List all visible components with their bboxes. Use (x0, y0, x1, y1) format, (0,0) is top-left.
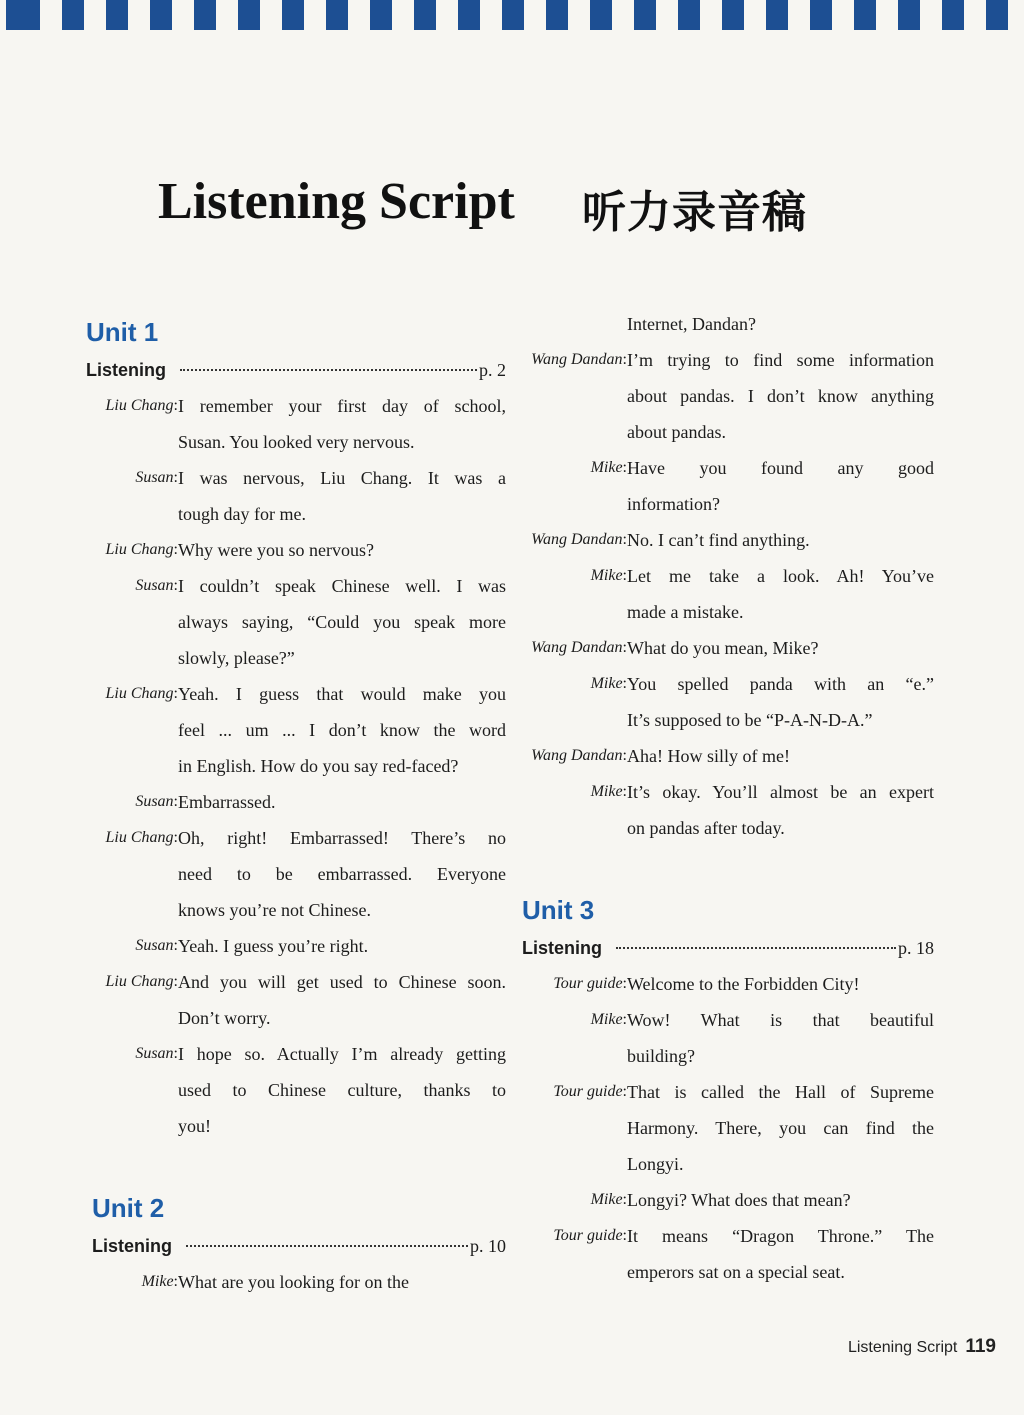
dialogue-text: knows you’re not Chinese. (178, 900, 371, 920)
dialogue-line (86, 784, 506, 820)
speaker-colon: : (173, 1045, 178, 1062)
speaker-cell (86, 712, 178, 748)
dialogue-line (522, 1146, 934, 1182)
speaker-name: Mike (590, 1011, 623, 1028)
speaker-colon: : (622, 1083, 627, 1100)
speaker-cell (522, 1218, 627, 1254)
unit1-dialogue (86, 388, 506, 1144)
dialogue-text: building? (627, 1046, 695, 1066)
dialogue-line (522, 630, 934, 666)
dialogue-text: I was nervous, Liu Chang. It was a (178, 468, 506, 488)
speaker-cell (522, 306, 627, 342)
unit2-listening-label: Listening (92, 1236, 172, 1256)
top-decorative-band (0, 0, 1024, 30)
speaker-colon: : (173, 937, 178, 954)
speaker-colon: : (622, 747, 627, 764)
dialogue-line (86, 676, 506, 712)
speaker-cell (522, 1002, 627, 1038)
speaker-cell (86, 676, 178, 712)
speaker-cell (86, 1000, 178, 1036)
unit2-listening-line (86, 1228, 506, 1264)
dialogue-line (86, 388, 506, 424)
dialogue-text: on pandas after today. (627, 818, 785, 838)
speaker-cell (522, 594, 627, 630)
dialogue-line (522, 558, 934, 594)
speaker-name: Susan (135, 793, 174, 810)
dialogue-line (86, 532, 506, 568)
speaker-cell (86, 784, 178, 820)
dialogue-line (86, 928, 506, 964)
speaker-cell (86, 640, 178, 676)
speaker-cell (522, 1074, 627, 1110)
speaker-name: Susan (135, 937, 174, 954)
dialogue-line (522, 342, 934, 378)
speaker-name: Susan (135, 577, 174, 594)
speaker-colon: : (622, 351, 627, 368)
dialogue-line (522, 774, 934, 810)
speaker-cell (522, 966, 627, 1002)
unit3-listening-line (522, 930, 934, 966)
speaker-cell (522, 450, 627, 486)
dialogue-line (86, 1264, 506, 1300)
dialogue-line (522, 966, 934, 1002)
dialogue-text: I’m trying to find some information (627, 350, 934, 370)
dialogue-line (522, 1110, 934, 1146)
dialogue-line (522, 1074, 934, 1110)
speaker-cell (86, 1108, 178, 1144)
speaker-cell (522, 1182, 627, 1218)
speaker-name: Mike (590, 675, 623, 692)
speaker-colon: : (622, 531, 627, 548)
speaker-colon: : (622, 567, 627, 584)
dialogue-line (522, 306, 934, 342)
speaker-colon: : (622, 675, 627, 692)
speaker-colon: : (173, 793, 178, 810)
unit2-dialogue-continued (522, 306, 934, 846)
unit1-listening-label: Listening (86, 360, 166, 380)
dialogue-text: you! (178, 1116, 211, 1136)
speaker-cell (86, 532, 178, 568)
page-number: 119 (965, 1336, 996, 1357)
dot-leader (180, 369, 477, 371)
speaker-name: Liu Chang (105, 397, 174, 414)
speaker-cell (86, 1072, 178, 1108)
speaker-colon: : (173, 829, 178, 846)
dialogue-text: Longyi. (627, 1154, 684, 1174)
speaker-name: Wang Dandan (531, 351, 623, 368)
speaker-colon: : (622, 975, 627, 992)
dialogue-text: That is called the Hall of Supreme (627, 1082, 934, 1102)
speaker-cell (522, 1146, 627, 1182)
speaker-cell (86, 568, 178, 604)
speaker-colon: : (173, 685, 178, 702)
speaker-name: Wang Dandan (531, 747, 623, 764)
dialogue-text: Let me take a look. Ah! You’ve (627, 566, 934, 586)
speaker-cell (86, 388, 178, 424)
footer-label: Listening Script (847, 1339, 958, 1356)
dialogue-line (86, 820, 506, 856)
unit2-page-ref: p. 10 (470, 1236, 506, 1256)
dialogue-text: Susan. You looked very nervous. (178, 432, 415, 452)
dialogue-line (522, 1002, 934, 1038)
spacer (522, 846, 934, 890)
dialogue-text: Embarrassed. (178, 792, 276, 812)
unit1-page-ref: p. 2 (479, 360, 506, 380)
speaker-colon: : (622, 783, 627, 800)
speaker-colon: : (173, 541, 178, 558)
dialogue-line (86, 1108, 506, 1144)
speaker-name: Mike (141, 1273, 174, 1290)
speaker-name: Mike (590, 459, 623, 476)
dialogue-text: emperors sat on a special seat. (627, 1262, 845, 1282)
speaker-colon: : (622, 1227, 627, 1244)
dialogue-text: No. I can’t find anything. (627, 530, 810, 550)
dialogue-text: in English. How do you say red-faced? (178, 756, 459, 776)
speaker-cell (86, 928, 178, 964)
dialogue-line (86, 424, 506, 460)
dialogue-text: slowly, please?” (178, 648, 295, 668)
dialogue-text: Yeah. I guess that would make you (178, 684, 506, 704)
dialogue-line (522, 450, 934, 486)
unit3-heading: Unit 3 (522, 895, 595, 925)
dialogue-text: Oh, right! Embarrassed! There’s no (178, 828, 506, 848)
speaker-cell (522, 486, 627, 522)
dialogue-line (86, 964, 506, 1000)
dialogue-text: Harmony. There, you can find the (627, 1118, 934, 1138)
dialogue-text: Wow! What is that beautiful (627, 1010, 934, 1030)
speaker-cell (522, 702, 627, 738)
speaker-name: Liu Chang (105, 541, 174, 558)
speaker-name: Mike (590, 783, 623, 800)
speaker-cell (86, 964, 178, 1000)
speaker-colon: : (622, 1191, 627, 1208)
speaker-colon: : (622, 459, 627, 476)
page-title: Listening Script (158, 173, 515, 230)
dialogue-text: Aha! How silly of me! (627, 746, 790, 766)
dialogue-line (86, 1036, 506, 1072)
speaker-cell (86, 892, 178, 928)
right-column (522, 306, 934, 1290)
dialogue-text: I couldn’t speak Chinese well. I was (178, 576, 506, 596)
dialogue-line (86, 748, 506, 784)
dialogue-text: Welcome to the Forbidden City! (627, 974, 860, 994)
speaker-cell (522, 414, 627, 450)
dialogue-line (522, 522, 934, 558)
speaker-cell (522, 810, 627, 846)
dialogue-text: You spelled panda with an “e.” (627, 674, 934, 694)
dialogue-text: What are you looking for on the (178, 1272, 409, 1292)
dialogue-line (522, 1038, 934, 1074)
dialogue-line (522, 1254, 934, 1290)
dialogue-line (522, 810, 934, 846)
dialogue-text: tough day for me. (178, 504, 306, 524)
dialogue-line (522, 702, 934, 738)
page-footer (848, 1336, 996, 1358)
dialogue-line (86, 640, 506, 676)
unit1-listening-line (86, 352, 506, 388)
dialogue-text: always saying, “Could you speak more (178, 612, 506, 632)
unit2-dialogue (86, 1264, 506, 1300)
dialogue-text: about pandas. (627, 422, 726, 442)
dialogue-line (522, 414, 934, 450)
speaker-name: Tour guide (553, 1083, 623, 1100)
unit3-page-ref: p. 18 (898, 938, 934, 958)
dialogue-text: It means “Dragon Throne.” The (627, 1226, 934, 1246)
dialogue-line (86, 1000, 506, 1036)
dialogue-text: Don’t worry. (178, 1008, 271, 1028)
dialogue-text: information? (627, 494, 720, 514)
dialogue-line (86, 856, 506, 892)
dialogue-line (522, 738, 934, 774)
dialogue-text: about pandas. I don’t know anything (627, 386, 934, 406)
speaker-colon: : (622, 1011, 627, 1028)
speaker-name: Tour guide (553, 1227, 623, 1244)
speaker-colon: : (173, 397, 178, 414)
speaker-cell (86, 460, 178, 496)
dialogue-line (522, 594, 934, 630)
dialogue-text: used to Chinese culture, thanks to (178, 1080, 506, 1100)
speaker-colon: : (173, 1273, 178, 1290)
dialogue-text: Yeah. I guess you’re right. (178, 936, 369, 956)
speaker-cell (86, 748, 178, 784)
speaker-cell (86, 424, 178, 460)
speaker-colon: : (173, 577, 178, 594)
dialogue-line (522, 486, 934, 522)
dot-leader (186, 1245, 468, 1247)
dialogue-line (522, 666, 934, 702)
dialogue-text: made a mistake. (627, 602, 744, 622)
speaker-cell (522, 738, 627, 774)
speaker-colon: : (622, 639, 627, 656)
dialogue-line (86, 892, 506, 928)
dialogue-text: And you will get used to Chinese soon. (178, 972, 506, 992)
speaker-cell (522, 342, 627, 378)
unit3-listening-label: Listening (522, 938, 602, 958)
speaker-cell (522, 774, 627, 810)
speaker-name: Susan (135, 1045, 174, 1062)
unit3-dialogue (522, 966, 934, 1290)
dialogue-text: It’s supposed to be “P-A-N-D-A.” (627, 710, 873, 730)
dialogue-text: Why were you so nervous? (178, 540, 374, 560)
speaker-cell (522, 666, 627, 702)
unit1-heading: Unit 1 (86, 317, 159, 347)
dialogue-line (86, 496, 506, 532)
speaker-name: Mike (590, 1191, 623, 1208)
dialogue-text: Have you found any good (627, 458, 934, 478)
speaker-name: Mike (590, 567, 623, 584)
dialogue-text: Internet, Dandan? (627, 314, 756, 334)
speaker-name: Wang Dandan (531, 639, 623, 656)
speaker-cell (86, 1036, 178, 1072)
dialogue-text: feel ... um ... I don’t know the word (178, 720, 506, 740)
speaker-cell (522, 1254, 627, 1290)
dialogue-line (522, 1182, 934, 1218)
left-column (86, 312, 506, 1300)
speaker-name: Liu Chang (105, 685, 174, 702)
dialogue-line (86, 1072, 506, 1108)
dot-leader (616, 947, 896, 949)
speaker-name: Wang Dandan (531, 531, 623, 548)
dialogue-text: need to be embarrassed. Everyone (178, 864, 506, 884)
speaker-cell (522, 630, 627, 666)
spacer (86, 1144, 506, 1188)
speaker-cell (86, 820, 178, 856)
dialogue-line (522, 1218, 934, 1254)
speaker-cell (522, 522, 627, 558)
speaker-name: Tour guide (553, 975, 623, 992)
speaker-cell (522, 1110, 627, 1146)
dialogue-text: I hope so. Actually I’m already getting (178, 1044, 506, 1064)
speaker-cell (522, 1038, 627, 1074)
page-title-chinese: 听力录音稿 (582, 187, 807, 238)
dialogue-text: Longyi? What does that mean? (627, 1190, 851, 1210)
dialogue-text: What do you mean, Mike? (627, 638, 819, 658)
speaker-cell (86, 856, 178, 892)
speaker-cell (86, 1264, 178, 1300)
dialogue-line (86, 712, 506, 748)
speaker-name: Liu Chang (105, 973, 174, 990)
dialogue-line (86, 568, 506, 604)
dialogue-line (86, 604, 506, 640)
dialogue-line (522, 378, 934, 414)
dialogue-text: It’s okay. You’ll almost be an expert (627, 782, 934, 802)
speaker-cell (86, 604, 178, 640)
speaker-cell (522, 378, 627, 414)
speaker-name: Susan (135, 469, 174, 486)
dialogue-line (86, 460, 506, 496)
speaker-cell (86, 496, 178, 532)
speaker-colon: : (173, 973, 178, 990)
speaker-colon: : (173, 469, 178, 486)
speaker-cell (522, 558, 627, 594)
dialogue-text: I remember your first day of school, (178, 396, 506, 416)
speaker-name: Liu Chang (105, 829, 174, 846)
unit2-heading: Unit 2 (92, 1193, 165, 1223)
